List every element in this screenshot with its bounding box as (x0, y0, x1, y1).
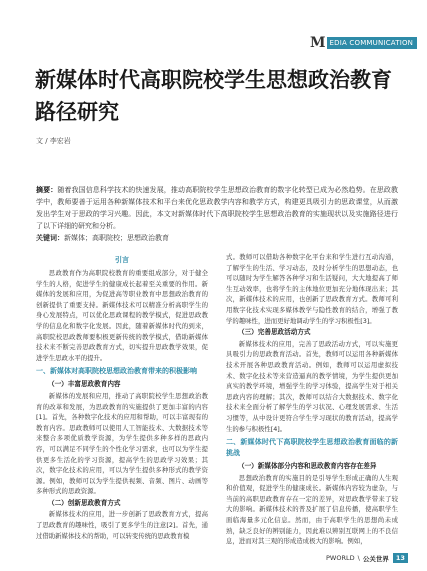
continued-paragraph: 式。教师可以借助各种数字化平台来和学生进行互动沟通，了解学生的生活、学习动态，及时分析学生的思想动态，也可以随时为学生解答各种学习和生活疑问，大大地提高了师生互动效率，也将学生的主体地位更加充分地体现出来；其次，新媒体技术的应用，也创新了思政教育方式。教师可利用数字化技术实现多媒体教学与隐性教育的结合，增强了教学的趣味性，进而更好地调动学生的学习积极性[3]。 (226, 253, 398, 325)
section-tag-label: EDIA COMMUNICATION (327, 37, 418, 49)
left-column (36, 252, 208, 541)
subsection-2-heading: （二）创新思政教育方式 (48, 498, 121, 507)
keywords-label: 关键词： (36, 234, 64, 242)
abstract-label: 摘要： (36, 186, 58, 194)
subsection-4-paragraph: 思想政治教育的实施目的是引导学生形成正确的人生观和价值观，促进学生的健康成长。新媒体内容较为虚杂，与当前的高职思政教育存在一定的差异，对思政教学带来了较大的影响。新媒体技术的普及扩展了信息传播，使高职学生面临海量多元化信息。然而，由于高职学生的思想尚未成熟，缺乏良好的辨别能力，因此难以辨别互联网上的不良信息，进而对其三观的形成造成极大的影响。例如， (226, 473, 398, 546)
subsection-3-heading: （三）完善思政活动方式 (238, 328, 311, 337)
footer-brand-cn: 公关世界 (362, 554, 389, 563)
footer-brand: PWORLD (326, 554, 355, 562)
article-title: 新媒体时代高职院校学生思想政治教育路径研究 (35, 68, 392, 124)
keywords (36, 232, 398, 244)
abstract (36, 184, 398, 232)
page-footer (326, 553, 408, 563)
keywords-text: 新媒体；高职院校；思想政治教育 (64, 234, 169, 242)
intro-heading: 引言 (115, 256, 129, 264)
section-1-heading: 一、新媒体对高职院校思想政治教育带来的积极影响 (36, 367, 197, 376)
subsection-1-heading: （一）丰富思政教育内容 (48, 380, 121, 389)
abstract-text: 随着我国信息科学技术的快速发展，推动高职院校学生思想政治教育的数字化转型已成为必然趋势。在思政教学中，教师要善于运用各种新媒体技术和平台来优化思政教学内容和教学方式，构建更具吸引力的思政课堂，从而激发出学生对于思政的学习兴趣。因此，本文对新媒体时代下高职院校学生思想政治教育的实施现状以及实施路径进行了以下详细的研究和分析。 (36, 186, 399, 230)
intro-paragraph: 思政教育作为高职院校教育的重要组成部分，对于健全学生的人格，促进学生的健康成长起着至关重要的作用。新媒体的发展和应用，为促进高等职业教育中思想政治教育的创新提供了重要支持。新媒体技术可以精准分析高职学生的身心发展特点，可以优化思政课程的教学模式，促进思政教学的信息化和数字化发展。因此，随着新媒体时代的到来，高职院校思政教师要积极更新传统的教学模式，借助新媒体技术来不断完善思政教育方式，切实提升思政教学效果，促进学生思政水平的提升。 (36, 269, 208, 362)
page-number: 13 (393, 553, 408, 563)
subsection-1-paragraph: 新媒体的发展和应用，推动了高职院校学生思想政治教育的改革和发展，为思政教育的实施提供了更加丰富的内容[1]。首先，各种数字化技术的应用和帮助，可以丰富现有的教育内容。思政教师可以使用人工智能技术、大数据技术等来整合多项优质教学资源，为学生提供多种多样的思政内容，可以满足不同学生的个性化学习需求，也可以为学生提供更多生活化的学习资源，提高学生的思政学习效果；其次，数字化技术的应用，可以为学生提供多种形式的教学资源。例如，教师可以为学生提供视频、音频、图片、动画等多种形式的思政资源。 (36, 391, 208, 496)
footer-separator: \ (357, 554, 360, 562)
section-2-heading: 二、新媒体时代下高职院校学生思想政治教育面临的新挑战 (226, 438, 398, 458)
article-author: 文 / 李宏岩 (36, 137, 71, 145)
subsection-3-paragraph: 新媒体技术的应用，完善了思政活动方式，可以实施更具吸引力的思政教育活动。首先，教师可以运用各种新媒体技术开展各种思政教育活动。例如，教师可以运用虚拟技术、数字化技术等来营造逼真的教学情境，为学生提供更加真实的教学环境，增强学生的学习体验，提高学生对于相关思政内容的理解；其次，教师可以结合大数据技术、数字化技术来全面分析了解学生的学习状况、心理发展需求、生活习惯等，从中设计更符合学生学习现状的教育活动，提高学生的参与积极性[4]。 (226, 339, 398, 433)
section-tag (310, 36, 417, 50)
subsection-4-heading: （一）新媒体部分内容和思政教育内容存在差异 (238, 462, 377, 471)
subsection-2-paragraph: 新媒体技术的应用，进一步创新了思政教育方式，提高了思政教育的趣味性，吸引了更多学生的注意[2]。首先，通过借助新媒体技术的帮助，可以转变传统的思政教育模 (36, 510, 208, 540)
section-tag-letter: M (310, 35, 326, 51)
right-column (226, 252, 398, 547)
